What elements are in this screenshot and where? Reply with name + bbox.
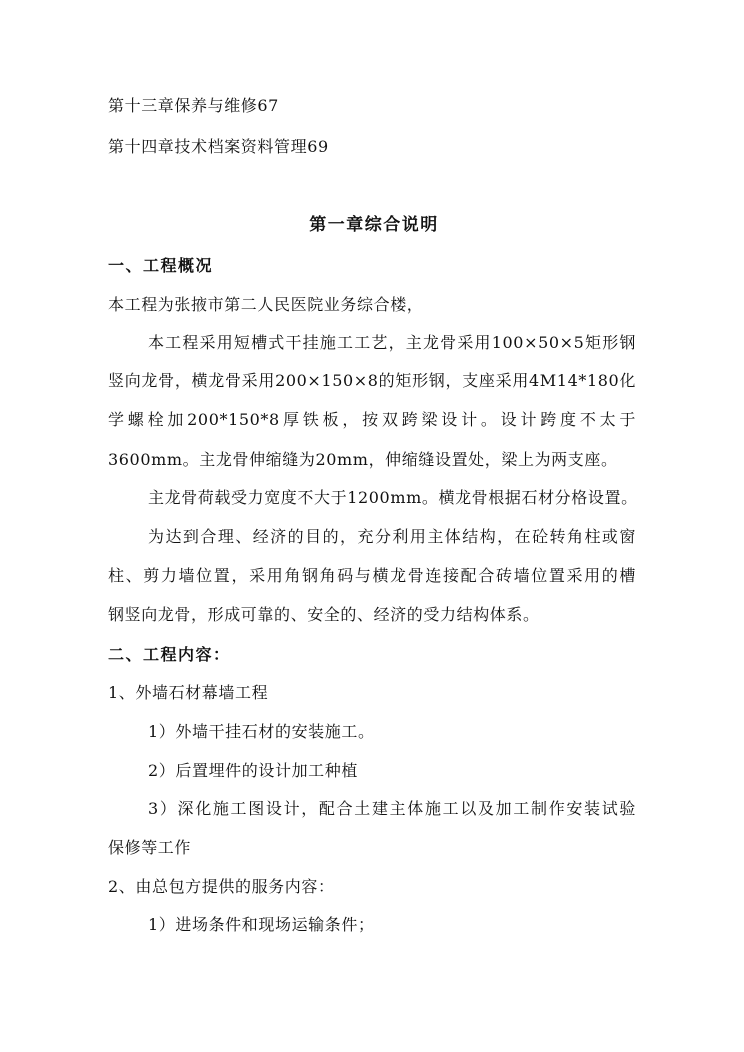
overview-para1-line4: 3600mm。主龙骨伸缩缝为20mm，伸缩缝设置处，梁上为两支座。 xyxy=(108,450,618,469)
overview-para3-line1: 为达到合理、经济的目的，充分利用主体结构，在砼转角柱或窗 xyxy=(148,527,636,546)
content-item-1-sub-3-line1: 3）深化施工图设计，配合土建主体施工以及加工制作安装试验 xyxy=(148,799,636,818)
toc-entry-chapter-13: 第十三章保养与维修67 xyxy=(108,96,279,115)
overview-para3-line2: 柱、剪力墙位置，采用角钢角码与横龙骨连接配合砖墙位置采用的槽 xyxy=(108,566,636,585)
section-heading-content: 二、工程内容： xyxy=(108,645,231,664)
content-item-2-sub-1: 1）进场条件和现场运输条件； xyxy=(148,915,375,934)
overview-para1-line2: 竖向龙骨，横龙骨采用200×150×8的矩形钢，支座采用4M14*180化 xyxy=(108,371,636,390)
section-heading-overview: 一、工程概况 xyxy=(108,256,214,275)
toc-entry-chapter-14: 第十四章技术档案资料管理69 xyxy=(108,137,329,156)
content-item-1-sub-3-line2: 保修等工作 xyxy=(108,838,192,857)
content-item-1-sub-1: 1）外墙干挂石材的安装施工。 xyxy=(148,722,375,741)
overview-para2: 主龙骨荷载受力宽度不大于1200mm。横龙骨根据石材分格设置。 xyxy=(148,488,638,507)
content-item-1: 1、外墙石材幕墙工程 xyxy=(108,683,269,702)
overview-para1-line1: 本工程采用短槽式干挂施工工艺，主龙骨采用100×50×5矩形钢 xyxy=(148,333,636,352)
chapter-title: 第一章综合说明 xyxy=(309,215,439,235)
overview-para1-line3: 学螺栓加200*150*8厚铁板，按双跨梁设计。设计跨度不太于 xyxy=(108,410,636,429)
content-item-1-sub-2: 2）后置埋件的设计加工种植 xyxy=(148,761,358,780)
content-item-2: 2、由总包方提供的服务内容： xyxy=(108,877,335,896)
overview-para3-line3: 钢竖向龙骨，形成可靠的、安全的、经济的受力结构体系。 xyxy=(108,605,540,624)
overview-intro: 本工程为张掖市第二人民医院业务综合楼， xyxy=(108,295,424,314)
